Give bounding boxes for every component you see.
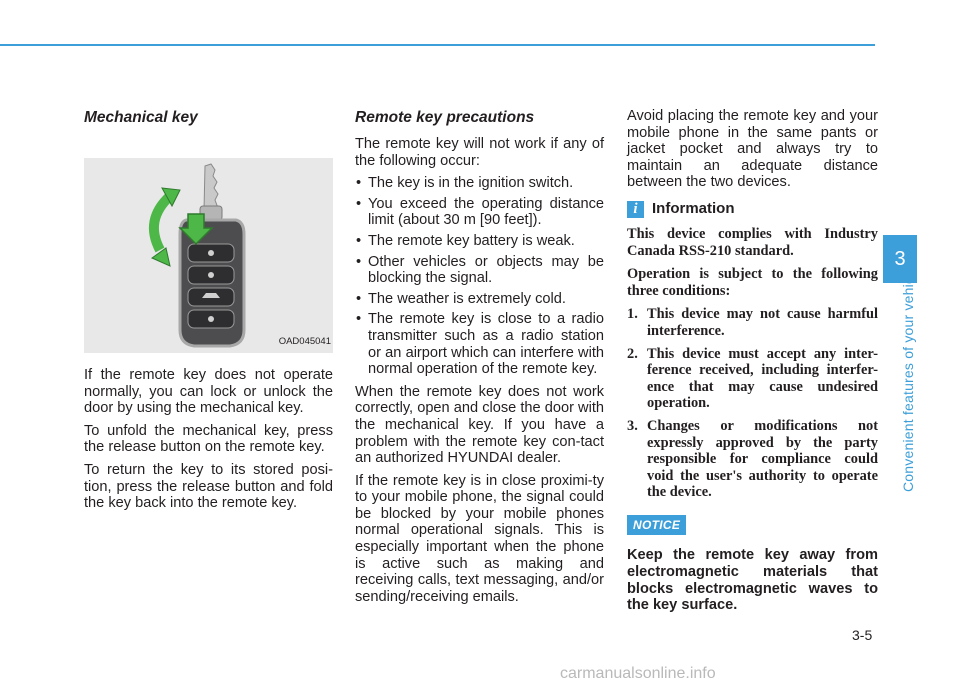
paragraph: Avoid placing the remote key and your mobile phone in the same pants or jacket pocket and always try to maintain an adequate distance between the two devices.	[627, 108, 878, 191]
column-mechanical-key	[84, 108, 333, 518]
info-icon: i	[627, 201, 644, 218]
information-header	[627, 201, 878, 218]
header-rule	[0, 44, 875, 46]
paragraph: When the remote key does not work correctly, open and close the door with the mechanical key. If you have a problem with the remote key con-tact an authorized HYUNDAI dealer.	[355, 383, 604, 467]
information-title: Information	[652, 200, 735, 218]
list-item: 2. This device must accept any inter-ference received, including interfer-ence that may cause undesired operation.	[627, 345, 878, 412]
figure-code: OAD045041	[278, 336, 331, 348]
list-item: • The key is in the ignition switch.	[355, 175, 604, 192]
chapter-title: Convenient features of your vehicle	[900, 265, 916, 492]
information-body	[627, 226, 878, 501]
column-remote-key-precautions	[355, 108, 604, 611]
paragraph: If the remote key does not operate normally, you can lock or unlock the door by using the mechanical key.	[84, 367, 333, 417]
key-illustration	[84, 158, 333, 353]
chapter-number: 3	[894, 248, 906, 270]
notice-text: Keep the remote key away from electromagnetic materials that blocks electromagnetic waves to the key surface.	[627, 547, 878, 614]
paragraph: To unfold the mechanical key, press the release button on the remote key.	[84, 422, 333, 456]
list-item: • Other vehicles or objects may be blocking the signal.	[355, 254, 604, 287]
section-heading-mechanical-key: Mechanical key	[84, 109, 198, 126]
watermark: carmanualsonline.info	[560, 665, 716, 682]
precaution-list	[355, 175, 604, 378]
paragraph: This device complies with Industry Canada RSS-210 standard.	[627, 225, 878, 259]
list-item: • The remote key battery is weak.	[355, 233, 604, 250]
paragraph: To return the key to its stored posi-tion, press the release button and fold the key back into the remote key.	[84, 461, 333, 512]
list-item: • The weather is extremely cold.	[355, 291, 604, 308]
list-item: • The remote key is close to a radio transmitter such as a radio station or an airport which can interfere with normal operation of the remote key.	[355, 311, 604, 377]
list-item: • You exceed the operating distance limit (about 30 m [90 feet]).	[355, 196, 604, 229]
mechanical-key-figure	[84, 158, 333, 353]
page-number: 3-5	[852, 627, 873, 643]
section-heading-remote-key-precautions: Remote key precautions	[355, 109, 535, 126]
notice-badge: NOTICE	[627, 515, 686, 536]
column-information	[627, 108, 878, 614]
list-item: 3. Changes or modifications not expressly approved by the party responsible for compliance could void the user's authority to operate the device.	[627, 417, 878, 501]
list-item: 1. This device may not cause harmful interference.	[627, 306, 878, 339]
paragraph: If the remote key is in close proximi-ty to your mobile phone, the signal could be blocked by your mobile phones normal operational signals. This is especially important when the phone is active such as making and receiving calls, text messaging, and/or sending/receiving emails.	[355, 472, 604, 605]
paragraph: The remote key will not work if any of the following occur:	[355, 136, 604, 169]
paragraph: Operation is subject to the following three conditions:	[627, 266, 878, 299]
conditions-list	[627, 306, 878, 501]
